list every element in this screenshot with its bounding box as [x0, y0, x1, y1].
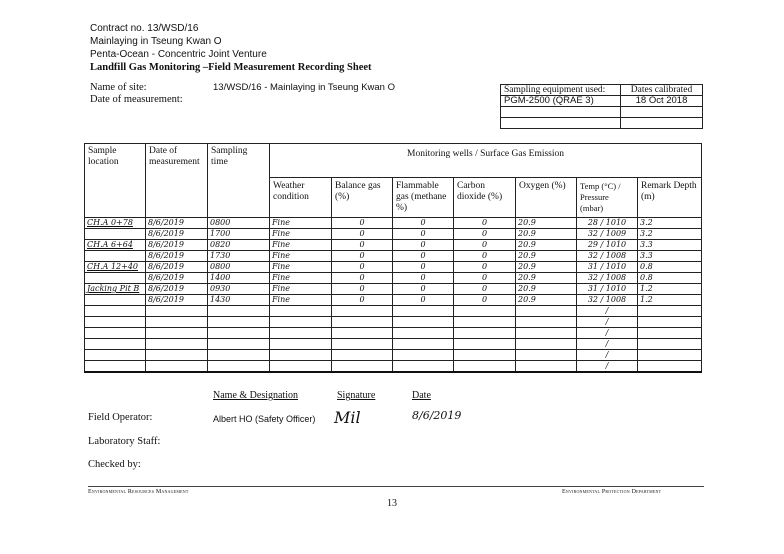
- cell-time: 1700: [208, 229, 270, 240]
- cell-weather: Fine: [270, 218, 332, 229]
- cell-flammable-gas: 0: [393, 284, 454, 295]
- cell-temp-pressure: 32 / 1008: [577, 295, 638, 306]
- cell-weather: Fine: [270, 295, 332, 306]
- table-row: [85, 273, 702, 284]
- cell-time: 1730: [208, 251, 270, 262]
- cell-balance-gas: [332, 361, 393, 373]
- cell-oxygen: [516, 317, 577, 328]
- cell-flammable-gas: [393, 328, 454, 339]
- cell-date: [146, 339, 208, 350]
- cell-balance-gas: 0: [332, 218, 393, 229]
- cell-weather: [270, 306, 332, 317]
- cell-balance-gas: [332, 350, 393, 361]
- header-flammable-gas: Flammable gas (methane %): [393, 178, 454, 218]
- cell-location: CH.A 12+40: [85, 262, 146, 273]
- footer-left: Environmental Resources Management: [88, 489, 189, 495]
- page-number: 13: [387, 498, 397, 509]
- cell-oxygen: [516, 306, 577, 317]
- cell-date: 8/6/2019: [146, 218, 208, 229]
- cell-temp-pressure: /: [577, 328, 638, 339]
- cell-balance-gas: 0: [332, 295, 393, 306]
- cell-carbon-dioxide: 0: [454, 229, 516, 240]
- cell-location: [85, 328, 146, 339]
- header-sample-location: Sample location: [85, 144, 146, 218]
- monitoring-table: [84, 143, 702, 373]
- calibration-header: Dates calibrated: [621, 85, 703, 96]
- cell-weather: [270, 339, 332, 350]
- cell-location: CH.A 6+64: [85, 240, 146, 251]
- date-heading: Date: [412, 390, 431, 401]
- cell-flammable-gas: [393, 361, 454, 373]
- table-row: [85, 240, 702, 251]
- cell-location: [85, 229, 146, 240]
- cell-carbon-dioxide: 0: [454, 240, 516, 251]
- cell-flammable-gas: 0: [393, 273, 454, 284]
- cell-carbon-dioxide: [454, 339, 516, 350]
- cell-date: [146, 328, 208, 339]
- table-row: [85, 328, 702, 339]
- cell-location: [85, 295, 146, 306]
- cell-date: [146, 361, 208, 373]
- cell-temp-pressure: /: [577, 306, 638, 317]
- cell-time: [208, 350, 270, 361]
- site-name-value: 13/WSD/16 - Mainlaying in Tseung Kwan O: [213, 82, 395, 93]
- cell-time: [208, 361, 270, 373]
- cell-weather: [270, 350, 332, 361]
- project-name: Mainlaying in Tseung Kwan O: [90, 36, 222, 47]
- cell-remark: 1.2: [638, 284, 702, 295]
- cell-temp-pressure: 31 / 1010: [577, 284, 638, 295]
- cell-weather: [270, 361, 332, 373]
- cell-carbon-dioxide: [454, 350, 516, 361]
- table-row: [85, 350, 702, 361]
- cell-time: [208, 306, 270, 317]
- calibration-blank: [621, 107, 703, 118]
- cell-temp-pressure: 32 / 1008: [577, 251, 638, 262]
- header-temp-pressure: Temp (°C) / Pressure (mbar): [577, 178, 638, 218]
- name-designation-heading: Name & Designation: [213, 390, 298, 401]
- equipment-table: [500, 84, 703, 129]
- cell-weather: Fine: [270, 229, 332, 240]
- cell-weather: Fine: [270, 251, 332, 262]
- cell-remark: 3.2: [638, 229, 702, 240]
- cell-remark: 3.2: [638, 218, 702, 229]
- field-operator-label: Field Operator:: [88, 412, 153, 423]
- cell-location: [85, 251, 146, 262]
- cell-oxygen: 20.9: [516, 229, 577, 240]
- cell-flammable-gas: 0: [393, 229, 454, 240]
- cell-carbon-dioxide: 0: [454, 284, 516, 295]
- cell-temp-pressure: 28 / 1010: [577, 218, 638, 229]
- cell-temp-pressure: /: [577, 361, 638, 373]
- cell-date: [146, 317, 208, 328]
- cell-time: 1430: [208, 295, 270, 306]
- cell-temp-pressure: /: [577, 339, 638, 350]
- header-balance-gas: Balance gas (%): [332, 178, 393, 218]
- cell-date: 8/6/2019: [146, 262, 208, 273]
- cell-time: 0800: [208, 262, 270, 273]
- cell-date: [146, 306, 208, 317]
- sheet-title: Landfill Gas Monitoring –Field Measurement Recording Sheet: [90, 62, 372, 73]
- cell-carbon-dioxide: [454, 306, 516, 317]
- cell-time: [208, 317, 270, 328]
- cell-oxygen: 20.9: [516, 218, 577, 229]
- cell-weather: Fine: [270, 284, 332, 295]
- cell-carbon-dioxide: 0: [454, 218, 516, 229]
- cell-date: 8/6/2019: [146, 229, 208, 240]
- header-monitoring-group: Monitoring wells / Surface Gas Emission: [270, 144, 702, 178]
- header-remark-depth: Remark Depth (m): [638, 178, 702, 218]
- cell-remark: [638, 328, 702, 339]
- cell-flammable-gas: 0: [393, 295, 454, 306]
- table-row: [85, 218, 702, 229]
- header-sampling-time: Sampling time: [208, 144, 270, 218]
- cell-oxygen: 20.9: [516, 240, 577, 251]
- cell-weather: [270, 317, 332, 328]
- cell-weather: [270, 328, 332, 339]
- cell-time: [208, 328, 270, 339]
- cell-weather: Fine: [270, 262, 332, 273]
- footer-right: Environmental Protection Department: [562, 489, 662, 495]
- header-date-of-measurement: Date of measurement: [146, 144, 208, 218]
- cell-location: [85, 350, 146, 361]
- header-weather: Weather condition: [270, 178, 332, 218]
- header-oxygen: Oxygen (%): [516, 178, 577, 218]
- cell-flammable-gas: [393, 339, 454, 350]
- cell-date: 8/6/2019: [146, 295, 208, 306]
- cell-remark: 1.2: [638, 295, 702, 306]
- table-row: [85, 284, 702, 295]
- cell-carbon-dioxide: [454, 361, 516, 373]
- cell-balance-gas: [332, 328, 393, 339]
- cell-remark: [638, 339, 702, 350]
- cell-weather: Fine: [270, 240, 332, 251]
- calibration-blank: [621, 118, 703, 129]
- cell-carbon-dioxide: [454, 328, 516, 339]
- signature-heading: Signature: [337, 390, 376, 401]
- cell-remark: [638, 361, 702, 373]
- cell-balance-gas: 0: [332, 273, 393, 284]
- cell-oxygen: 20.9: [516, 284, 577, 295]
- equipment-item: PGM-2500 (QRAE 3): [501, 96, 621, 107]
- cell-balance-gas: [332, 306, 393, 317]
- cell-time: [208, 339, 270, 350]
- cell-carbon-dioxide: 0: [454, 295, 516, 306]
- table-row: [85, 361, 702, 373]
- cell-flammable-gas: 0: [393, 251, 454, 262]
- cell-oxygen: [516, 328, 577, 339]
- cell-temp-pressure: 29 / 1010: [577, 240, 638, 251]
- cell-oxygen: 20.9: [516, 273, 577, 284]
- cell-flammable-gas: 0: [393, 218, 454, 229]
- table-row: [85, 306, 702, 317]
- lab-staff-label: Laboratory Staff:: [88, 436, 161, 447]
- equipment-blank: [501, 118, 621, 129]
- table-row: [85, 295, 702, 306]
- cell-weather: Fine: [270, 273, 332, 284]
- cell-time: 0930: [208, 284, 270, 295]
- cell-location: [85, 317, 146, 328]
- cell-date: 8/6/2019: [146, 273, 208, 284]
- checked-by-label: Checked by:: [88, 459, 141, 470]
- cell-flammable-gas: [393, 306, 454, 317]
- cell-date: [146, 350, 208, 361]
- cell-carbon-dioxide: 0: [454, 251, 516, 262]
- calibration-date: 18 Oct 2018: [621, 96, 703, 107]
- cell-carbon-dioxide: [454, 317, 516, 328]
- cell-oxygen: 20.9: [516, 262, 577, 273]
- cell-remark: 0.8: [638, 262, 702, 273]
- field-operator-name: Albert HO (Safety Officer): [213, 414, 316, 424]
- table-row: [85, 317, 702, 328]
- cell-carbon-dioxide: 0: [454, 262, 516, 273]
- table-row: [85, 262, 702, 273]
- cell-balance-gas: 0: [332, 229, 393, 240]
- cell-carbon-dioxide: 0: [454, 273, 516, 284]
- cell-flammable-gas: 0: [393, 240, 454, 251]
- cell-date: 8/6/2019: [146, 251, 208, 262]
- cell-flammable-gas: [393, 350, 454, 361]
- cell-oxygen: [516, 361, 577, 373]
- cell-remark: [638, 317, 702, 328]
- cell-location: [85, 306, 146, 317]
- cell-remark: [638, 306, 702, 317]
- cell-time: 0800: [208, 218, 270, 229]
- equipment-header: Sampling equipment used:: [501, 85, 621, 96]
- cell-flammable-gas: 0: [393, 262, 454, 273]
- cell-location: [85, 273, 146, 284]
- cell-time: 1400: [208, 273, 270, 284]
- cell-temp-pressure: 32 / 1008: [577, 273, 638, 284]
- footer-rule: [88, 486, 704, 487]
- cell-location: CH.A 0+78: [85, 218, 146, 229]
- cell-remark: 0.8: [638, 273, 702, 284]
- cell-balance-gas: [332, 317, 393, 328]
- table-row: [85, 339, 702, 350]
- header-carbon-dioxide: Carbon dioxide (%): [454, 178, 516, 218]
- cell-temp-pressure: /: [577, 350, 638, 361]
- cell-location: Jacking Pit B: [85, 284, 146, 295]
- cell-date: 8/6/2019: [146, 240, 208, 251]
- equipment-blank: [501, 107, 621, 118]
- cell-date: 8/6/2019: [146, 284, 208, 295]
- date-of-measurement-label: Date of measurement:: [90, 94, 183, 105]
- cell-oxygen: [516, 350, 577, 361]
- cell-remark: 3.3: [638, 240, 702, 251]
- cell-time: 0820: [208, 240, 270, 251]
- cell-location: [85, 361, 146, 373]
- cell-oxygen: [516, 339, 577, 350]
- table-row: [85, 229, 702, 240]
- cell-temp-pressure: 31 / 1010: [577, 262, 638, 273]
- contract-number: Contract no. 13/WSD/16: [90, 23, 199, 34]
- cell-balance-gas: [332, 339, 393, 350]
- site-name-label: Name of site:: [90, 82, 147, 93]
- cell-remark: 3.3: [638, 251, 702, 262]
- field-operator-date: 8/6/2019: [412, 409, 462, 422]
- cell-balance-gas: 0: [332, 240, 393, 251]
- cell-balance-gas: 0: [332, 284, 393, 295]
- cell-oxygen: 20.9: [516, 295, 577, 306]
- cell-balance-gas: 0: [332, 251, 393, 262]
- contractor-name: Penta-Ocean - Concentric Joint Venture: [90, 49, 267, 60]
- field-operator-signature: Mil: [334, 408, 361, 427]
- cell-temp-pressure: /: [577, 317, 638, 328]
- cell-temp-pressure: 32 / 1009: [577, 229, 638, 240]
- cell-remark: [638, 350, 702, 361]
- cell-location: [85, 339, 146, 350]
- cell-flammable-gas: [393, 317, 454, 328]
- cell-oxygen: 20.9: [516, 251, 577, 262]
- table-row: [85, 251, 702, 262]
- cell-balance-gas: 0: [332, 262, 393, 273]
